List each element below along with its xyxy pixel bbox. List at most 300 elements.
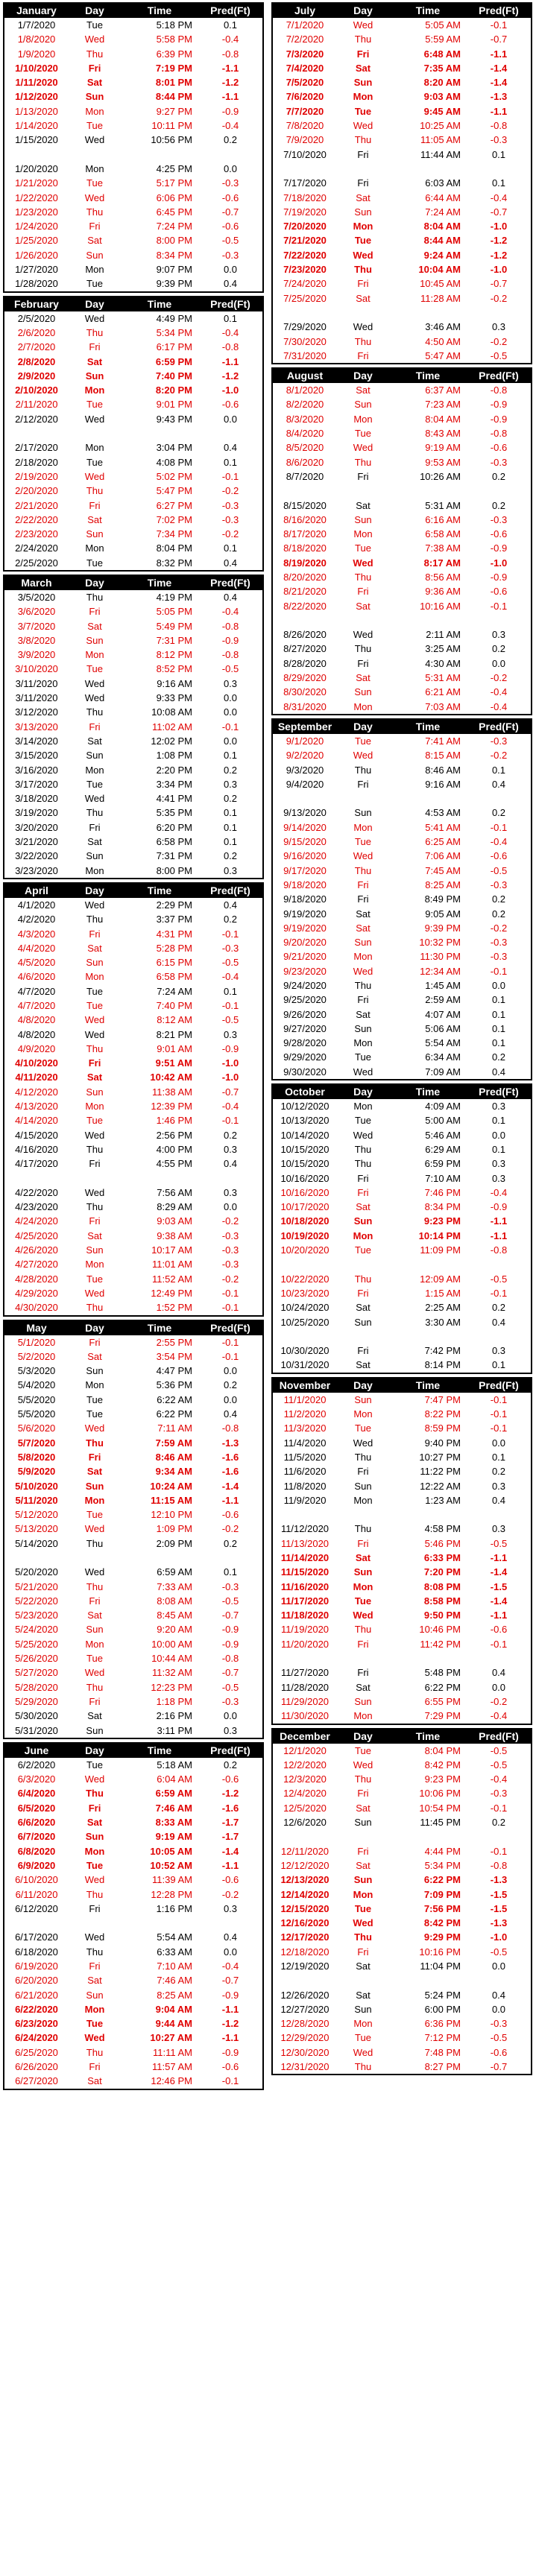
date-cell: 2/25/2020	[15, 557, 58, 569]
day-cell: Thu	[86, 1143, 104, 1155]
date-cell: 10/15/2020	[280, 1143, 330, 1155]
time-cell: 12:49 PM	[151, 1287, 192, 1299]
pred-cell: 0.1	[491, 1008, 506, 1020]
date-cell: 10/23/2020	[280, 1287, 330, 1299]
day-cell: Wed	[84, 1874, 105, 1886]
date-cell: 9/25/2020	[283, 994, 327, 1006]
time-cell: 8:59 PM	[424, 1423, 461, 1434]
day-cell: Wed	[353, 850, 373, 862]
time-cell: 10:46 PM	[419, 1624, 461, 1636]
pred-cell: -0.5	[221, 1014, 239, 1026]
time-header: Time	[415, 1086, 441, 1098]
tide-row	[4, 1724, 262, 1738]
date-cell: 9/20/2020	[283, 937, 327, 949]
time-cell: 7:11 AM	[157, 1423, 192, 1434]
day-cell: Fri	[357, 1946, 369, 1958]
time-cell: 7:10 AM	[425, 1172, 461, 1184]
date-cell: 9/21/2020	[283, 951, 327, 963]
day-cell: Thu	[86, 591, 104, 603]
pred-cell: -0.1	[490, 821, 508, 833]
time-cell: 8:44 AM	[423, 235, 461, 247]
date-cell: 3/17/2020	[15, 778, 58, 790]
pred-cell: 0.3	[491, 1101, 506, 1113]
date-cell: 4/12/2020	[15, 1086, 58, 1098]
time-cell: 9:53 AM	[425, 456, 461, 468]
date-cell: 4/10/2020	[15, 1057, 58, 1069]
time-cell: 8:00 PM	[156, 864, 192, 876]
pred-cell: 0.2	[491, 470, 506, 482]
date-cell: 4/30/2020	[15, 1302, 58, 1314]
tide-row	[273, 1286, 531, 1300]
tide-row	[273, 1022, 531, 1036]
day-cell: Wed	[353, 249, 373, 261]
blank-row	[4, 1171, 262, 1186]
pred-cell: -0.5	[490, 1946, 508, 1958]
time-cell: 10:27 AM	[150, 2032, 192, 2044]
pred-cell: 0.0	[223, 706, 238, 718]
pred-cell: -0.6	[490, 1624, 508, 1636]
time-cell: 8:25 AM	[425, 879, 461, 890]
tide-row	[4, 1028, 262, 1042]
day-cell: Fri	[357, 1788, 369, 1800]
day-cell: Fri	[89, 341, 101, 353]
tide-row	[4, 484, 262, 498]
pred-cell: -0.3	[221, 249, 239, 261]
day-cell: Sun	[85, 1480, 104, 1492]
tide-row	[273, 1171, 531, 1186]
date-cell: 7/17/2020	[283, 177, 327, 189]
tide-row	[4, 1128, 262, 1142]
tide-row	[273, 1680, 531, 1694]
month-table-september	[271, 718, 532, 1080]
date-cell: 2/10/2020	[15, 384, 58, 396]
day-cell: Wed	[353, 1437, 373, 1449]
pred-cell: -1.2	[490, 249, 508, 261]
time-cell: 12:39 PM	[151, 1101, 192, 1113]
time-cell: 5:18 AM	[157, 1759, 192, 1770]
day-cell: Wed	[84, 312, 105, 324]
tide-row	[4, 1945, 262, 1959]
pred-cell: -1.5	[490, 1902, 508, 1914]
time-cell: 12:02 PM	[151, 735, 192, 747]
time-cell: 7:20 PM	[423, 1566, 461, 1578]
month-header	[4, 884, 262, 898]
date-cell: 12/18/2020	[280, 1946, 330, 1958]
day-cell: Fri	[89, 499, 101, 511]
day-cell: Fri	[356, 48, 370, 60]
time-cell: 8:34 PM	[156, 249, 192, 261]
time-cell: 5:47 PM	[156, 485, 192, 497]
pred-cell: -0.7	[221, 206, 239, 218]
tide-row	[273, 469, 531, 484]
pred-cell: -0.5	[221, 1595, 239, 1607]
date-cell: 8/22/2020	[283, 600, 327, 612]
date-cell: 4/26/2020	[15, 1244, 58, 1256]
day-cell: Wed	[353, 629, 373, 641]
pred-cell: -0.5	[221, 663, 239, 675]
pred-cell: -0.9	[221, 634, 239, 646]
day-cell: Mon	[353, 1580, 373, 1592]
date-cell: 11/15/2020	[280, 1566, 330, 1578]
pred-cell: 0.4	[491, 1667, 506, 1679]
time-cell: 12:46 PM	[151, 2075, 192, 2087]
day-cell: Sun	[354, 206, 372, 218]
pred-cell: 0.1	[223, 821, 238, 833]
pred-cell: 0.3	[223, 1143, 238, 1155]
date-cell: 6/17/2020	[15, 1931, 58, 1943]
date-cell: 12/27/2020	[280, 2003, 330, 2015]
pred-cell: -0.5	[490, 1537, 508, 1549]
time-cell: 7:42 PM	[424, 1345, 461, 1357]
tide-row	[273, 1565, 531, 1579]
pred-cell: 0.3	[223, 778, 238, 790]
date-cell: 5/21/2020	[15, 1580, 58, 1592]
pred-cell: -0.1	[221, 1115, 239, 1127]
day-cell: Thu	[86, 2046, 104, 2058]
day-cell: Thu	[354, 1931, 372, 1943]
pred-cell: 0.0	[223, 1710, 238, 1722]
time-cell: 8:42 PM	[424, 1759, 461, 1770]
tide-row	[273, 1815, 531, 1829]
time-cell: 4:08 PM	[156, 456, 192, 468]
date-cell: 5/23/2020	[15, 1610, 58, 1621]
tide-row	[4, 1113, 262, 1127]
time-cell: 2:16 PM	[156, 1710, 192, 1722]
day-cell: Sat	[356, 922, 371, 934]
tide-row	[273, 291, 531, 306]
date-cell: 6/20/2020	[15, 1975, 58, 1987]
day-cell: Mon	[353, 1888, 373, 1900]
date-cell: 10/15/2020	[280, 1158, 330, 1170]
tide-row	[273, 1873, 531, 1887]
day-cell: Mon	[353, 1230, 373, 1241]
date-cell: 7/1/2020	[286, 19, 324, 31]
pred-cell: -1.1	[221, 1494, 239, 1506]
tide-row	[4, 1694, 262, 1709]
pred-cell: 0.4	[223, 899, 238, 911]
date-cell: 4/29/2020	[15, 1287, 58, 1299]
tide-row	[4, 1479, 262, 1493]
day-cell: Tue	[86, 985, 103, 997]
month-title: April	[25, 884, 48, 896]
pred-cell: 0.3	[223, 1902, 238, 1914]
tide-row	[4, 590, 262, 604]
time-cell: 5:34 PM	[156, 326, 192, 338]
time-cell: 9:24 AM	[423, 249, 461, 261]
day-cell: Wed	[84, 1287, 105, 1299]
blank-row	[4, 148, 262, 162]
tide-row	[273, 133, 531, 147]
pred-cell: -0.6	[490, 586, 508, 598]
pred-cell: -0.1	[490, 1845, 508, 1857]
day-cell: Sat	[356, 499, 371, 511]
pred-cell: -0.4	[221, 1101, 239, 1113]
pred-cell: -0.2	[221, 1215, 239, 1227]
pred-cell: 0.2	[491, 1466, 506, 1478]
tide-row	[273, 1128, 531, 1142]
tide-row	[273, 964, 531, 978]
date-cell: 12/11/2020	[280, 1845, 330, 1857]
day-cell: Mon	[353, 91, 373, 103]
tide-row	[273, 892, 531, 906]
date-cell: 6/27/2020	[15, 2075, 58, 2087]
date-cell: 4/14/2020	[15, 1115, 58, 1127]
left-column	[3, 2, 264, 2093]
tide-row	[4, 541, 262, 555]
blank-row	[273, 1257, 531, 1271]
day-cell: Wed	[84, 692, 105, 704]
date-cell: 8/20/2020	[283, 571, 327, 583]
date-cell: 4/27/2020	[15, 1259, 58, 1270]
day-header: Day	[85, 884, 104, 896]
pred-cell: -0.4	[221, 326, 239, 338]
tide-row	[273, 806, 531, 820]
date-cell: 2/11/2020	[15, 399, 58, 411]
date-cell: 9/15/2020	[283, 836, 327, 848]
date-cell: 5/30/2020	[15, 1710, 58, 1722]
time-cell: 7:29 PM	[424, 1710, 461, 1722]
date-cell: 7/6/2020	[286, 91, 324, 103]
tide-row	[273, 1300, 531, 1314]
time-cell: 5:17 PM	[156, 177, 192, 189]
pred-cell: -1.1	[221, 2003, 239, 2015]
date-cell: 6/7/2020	[17, 1831, 56, 1843]
pred-cell: -0.7	[490, 206, 508, 218]
date-cell: 10/31/2020	[280, 1359, 330, 1371]
time-cell: 5:59 AM	[425, 34, 461, 45]
date-cell: 3/8/2020	[17, 634, 56, 646]
day-cell: Fri	[89, 2061, 101, 2073]
pred-cell: 0.0	[491, 980, 506, 991]
day-cell: Sat	[356, 1859, 371, 1871]
time-cell: 7:34 PM	[156, 528, 192, 540]
time-cell: 10:52 AM	[150, 1859, 192, 1871]
date-cell: 11/30/2020	[280, 1710, 330, 1722]
time-header: Time	[415, 1730, 441, 1742]
date-cell: 2/7/2020	[17, 341, 56, 353]
pred-cell: -1.5	[490, 1888, 508, 1900]
pred-cell: -1.3	[490, 91, 508, 103]
date-cell: 1/9/2020	[17, 48, 56, 60]
tide-row	[273, 1930, 531, 1944]
pred-cell: -0.4	[221, 120, 239, 132]
blank-row	[273, 1829, 531, 1844]
date-cell: 8/27/2020	[283, 643, 327, 655]
date-cell: 12/30/2020	[280, 2046, 330, 2058]
time-cell: 6:36 PM	[424, 2018, 461, 2030]
time-cell: 8:33 AM	[155, 1817, 192, 1829]
day-cell: Sat	[356, 1359, 371, 1371]
blank-row	[273, 1329, 531, 1344]
date-cell: 12/12/2020	[280, 1859, 330, 1871]
day-cell: Fri	[357, 1345, 369, 1357]
time-cell: 8:56 AM	[425, 571, 461, 583]
day-cell: Fri	[89, 1695, 101, 1707]
time-cell: 7:46 AM	[157, 1975, 192, 1987]
tide-row	[273, 1786, 531, 1800]
time-cell: 9:07 PM	[156, 264, 192, 276]
day-cell: Sun	[354, 513, 372, 525]
pred-cell: -1.3	[490, 1874, 508, 1886]
time-cell: 7:24 PM	[156, 221, 192, 232]
date-cell: 4/1/2020	[17, 899, 56, 911]
day-cell: Tue	[354, 105, 372, 117]
date-cell: 4/28/2020	[15, 1273, 58, 1285]
tide-row	[273, 335, 531, 349]
pred-cell: -1.6	[221, 1466, 239, 1478]
day-cell: Fri	[89, 1961, 101, 1972]
pred-cell: 0.1	[223, 542, 238, 554]
time-cell: 8:46 AM	[155, 1451, 192, 1463]
date-cell: 6/3/2020	[17, 1773, 56, 1785]
time-cell: 7:10 AM	[157, 1961, 192, 1972]
tide-row	[273, 763, 531, 777]
pred-cell: -0.3	[221, 1259, 239, 1270]
day-cell: Mon	[84, 1494, 105, 1506]
date-cell: 4/11/2020	[15, 1072, 58, 1083]
day-cell: Fri	[88, 62, 101, 74]
tide-row	[273, 1709, 531, 1723]
time-cell: 9:01 PM	[156, 399, 192, 411]
tide-row	[273, 1099, 531, 1113]
day-cell: Fri	[357, 1186, 369, 1198]
day-cell: Sat	[87, 2075, 102, 2087]
tide-row	[4, 47, 262, 61]
tide-row	[273, 233, 531, 247]
pred-cell: 0.3	[223, 677, 238, 689]
pred-cell: -0.8	[490, 120, 508, 132]
time-cell: 10:42 AM	[150, 1072, 192, 1083]
pred-cell: -0.4	[490, 1710, 508, 1722]
tide-row	[4, 118, 262, 133]
date-cell: 6/2/2020	[17, 1759, 56, 1770]
time-cell: 5:49 PM	[156, 620, 192, 632]
pred-cell: -1.4	[490, 1566, 508, 1578]
pred-cell: 0.0	[223, 1946, 238, 1958]
pred-cell: -0.4	[490, 1186, 508, 1198]
pred-cell: 0.1	[491, 177, 506, 189]
date-cell: 8/5/2020	[286, 442, 324, 454]
date-cell: 9/26/2020	[283, 1008, 327, 1020]
pred-cell: -0.9	[221, 1989, 239, 2001]
tide-row	[4, 383, 262, 397]
pred-cell: -0.4	[490, 836, 508, 848]
tide-row	[273, 627, 531, 642]
day-cell: Sun	[86, 1989, 104, 2001]
time-header: Time	[415, 370, 441, 382]
day-cell: Sun	[86, 1724, 104, 1736]
day-cell: Thu	[354, 456, 372, 468]
time-cell: 9:20 AM	[157, 1624, 192, 1636]
time-cell: 10:00 AM	[151, 1638, 192, 1650]
tide-row	[273, 1464, 531, 1478]
day-cell: Sun	[86, 1244, 104, 1256]
day-cell: Sat	[87, 1610, 102, 1621]
month-header	[273, 369, 531, 383]
date-cell: 10/17/2020	[280, 1201, 330, 1213]
day-cell: Mon	[85, 442, 104, 454]
pred-cell: -0.5	[221, 235, 239, 247]
time-cell: 5:47 AM	[425, 349, 461, 361]
date-cell: 3/10/2020	[15, 663, 58, 675]
time-cell: 8:44 PM	[155, 91, 192, 103]
date-cell: 11/2/2020	[283, 1408, 327, 1420]
date-cell: 3/9/2020	[17, 649, 56, 661]
date-cell: 7/20/2020	[283, 221, 327, 232]
blank-row	[273, 162, 531, 176]
date-cell: 4/24/2020	[15, 1215, 58, 1227]
tide-row	[4, 1464, 262, 1478]
date-cell: 12/6/2020	[283, 1817, 327, 1829]
time-cell: 3:34 PM	[156, 778, 192, 790]
tide-row	[273, 1315, 531, 1329]
date-cell: 5/10/2020	[15, 1480, 58, 1492]
day-cell: Sat	[356, 1201, 371, 1213]
pred-header: Pred(Ft)	[479, 1730, 519, 1742]
tide-row	[273, 1243, 531, 1257]
pred-cell: -0.3	[490, 1788, 508, 1800]
tide-row	[273, 89, 531, 104]
tide-row	[4, 1272, 262, 1286]
time-cell: 10:44 AM	[151, 1653, 192, 1665]
date-cell: 11/18/2020	[280, 1610, 330, 1621]
day-cell: Tue	[86, 456, 103, 468]
day-cell: Thu	[86, 1788, 104, 1800]
time-cell: 5:36 PM	[156, 1379, 192, 1391]
pred-cell: 0.2	[223, 134, 238, 146]
day-cell: Thu	[86, 1042, 104, 1054]
tide-row	[4, 1364, 262, 1378]
time-cell: 5:35 PM	[156, 807, 192, 819]
date-cell: 8/26/2020	[283, 629, 327, 641]
time-cell: 5:05 AM	[425, 19, 461, 31]
day-cell: Mon	[353, 700, 373, 712]
time-cell: 6:22 PM	[423, 1874, 461, 1886]
day-cell: Sat	[86, 1072, 103, 1083]
day-cell: Wed	[353, 2046, 373, 2058]
time-cell: 3:37 PM	[156, 914, 192, 925]
tide-row	[4, 1758, 262, 1772]
tide-row	[4, 1436, 262, 1450]
date-cell: 3/7/2020	[17, 620, 56, 632]
pred-cell: -0.3	[490, 937, 508, 949]
pred-cell: -0.6	[221, 1874, 239, 1886]
date-cell: 10/16/2020	[280, 1172, 330, 1184]
pred-cell: 0.4	[491, 1494, 506, 1506]
tide-row	[273, 18, 531, 32]
pred-cell: 0.1	[491, 994, 506, 1006]
tide-row	[4, 89, 262, 104]
date-cell: 11/13/2020	[280, 1537, 330, 1549]
pred-cell: -0.3	[221, 942, 239, 954]
tide-row	[4, 849, 262, 863]
time-header: Time	[147, 1744, 172, 1756]
pred-cell: -0.8	[221, 1653, 239, 1665]
pred-header: Pred(Ft)	[210, 1321, 250, 1334]
tide-row	[273, 584, 531, 598]
time-cell: 10:04 AM	[418, 264, 461, 276]
time-cell: 7:02 PM	[156, 513, 192, 525]
time-cell: 6:29 AM	[425, 1143, 461, 1155]
day-cell: Thu	[354, 1773, 372, 1785]
time-cell: 6:21 AM	[425, 686, 461, 698]
date-cell: 6/4/2020	[17, 1788, 56, 1800]
tide-row	[4, 455, 262, 469]
pred-cell: 0.1	[491, 764, 506, 776]
date-cell: 4/8/2020	[17, 1028, 56, 1040]
month-title: July	[294, 4, 315, 16]
date-cell: 7/4/2020	[286, 62, 324, 74]
